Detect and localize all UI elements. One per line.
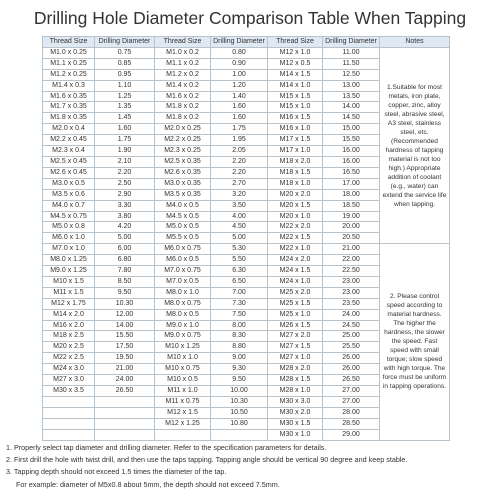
thread-size-cell: M1.8 x 0.35	[43, 113, 95, 124]
drilling-diameter-cell: 10.80	[211, 418, 268, 429]
thread-size-cell: M18 x 2.5	[43, 331, 95, 342]
thread-size-cell: M5.5 x 0.5	[155, 233, 211, 244]
drilling-diameter-cell: 16.00	[323, 156, 380, 167]
thread-size-cell: M20 x 2.5	[43, 342, 95, 353]
drilling-diameter-cell: 26.50	[95, 386, 155, 397]
drilling-diameter-cell: 14.00	[95, 320, 155, 331]
drilling-diameter-cell: 23.00	[323, 287, 380, 298]
drilling-diameter-cell: 18.00	[323, 189, 380, 200]
thread-size-cell: M2.0 x 0.25	[155, 124, 211, 135]
footnotes	[6, 442, 496, 491]
comparison-table	[42, 36, 450, 441]
drilling-diameter-cell: 10.50	[211, 407, 268, 418]
drilling-diameter-cell: 22.50	[323, 266, 380, 277]
drilling-diameter-cell: 8.00	[211, 320, 268, 331]
thread-size-cell: M28 x 1.5	[268, 375, 323, 386]
thread-size-cell: M10 x 0.75	[155, 364, 211, 375]
thread-size-cell: M1.8 x 0.2	[155, 102, 211, 113]
thread-size-cell: M8.0 x 0.5	[155, 309, 211, 320]
drilling-diameter-cell: 6.30	[211, 266, 268, 277]
drilling-diameter-cell: 1.45	[95, 113, 155, 124]
thread-size-cell: M17 x 1.5	[268, 135, 323, 146]
thread-size-cell: M17 x 1.0	[268, 146, 323, 157]
drilling-diameter-cell: 25.00	[323, 331, 380, 342]
drilling-diameter-cell: 1.35	[95, 102, 155, 113]
thread-size-cell: M16 x 2.0	[43, 320, 95, 331]
drilling-diameter-cell: 15.50	[95, 331, 155, 342]
thread-size-cell: M4.0 x 0.5	[155, 200, 211, 211]
thread-size-cell: M9.0 x 1.0	[155, 320, 211, 331]
thread-size-cell: M4.5 x 0.75	[43, 211, 95, 222]
table-header-row	[43, 37, 450, 48]
drilling-diameter-cell: 19.50	[95, 353, 155, 364]
thread-size-cell: M1.8 x 0.2	[155, 113, 211, 124]
drilling-diameter-cell: 4.20	[95, 222, 155, 233]
drilling-diameter-cell: 28.00	[323, 407, 380, 418]
drilling-diameter-cell	[95, 407, 155, 418]
thread-size-cell: M30 x 3.0	[268, 396, 323, 407]
drilling-diameter-cell: 9.00	[211, 353, 268, 364]
drilling-diameter-cell: 1.90	[95, 146, 155, 157]
thread-size-cell: M3.0 x 0.5	[43, 178, 95, 189]
thread-size-cell: M8.0 x 1.25	[43, 255, 95, 266]
drilling-diameter-cell: 6.50	[211, 276, 268, 287]
drilling-diameter-cell: 2.50	[95, 178, 155, 189]
thread-size-cell: M27 x 1.0	[268, 353, 323, 364]
thread-size-cell: M15 x 1.0	[268, 102, 323, 113]
drilling-diameter-cell: 24.00	[323, 309, 380, 320]
drilling-diameter-cell: 15.00	[323, 124, 380, 135]
thread-size-cell: M7.0 x 1.0	[43, 244, 95, 255]
header-thread-size-2: Thread Size	[155, 37, 211, 48]
table-row	[43, 244, 450, 255]
thread-size-cell: M7.0 x 0.75	[155, 266, 211, 277]
drilling-diameter-cell: 1.25	[95, 91, 155, 102]
thread-size-cell: M10 x 1.25	[155, 342, 211, 353]
drilling-diameter-cell: 5.30	[211, 244, 268, 255]
thread-size-cell: M12 x 1.5	[155, 407, 211, 418]
thread-size-cell: M3.5 x 0.35	[155, 189, 211, 200]
thread-size-cell: M2.0 x 0.4	[43, 124, 95, 135]
thread-size-cell: M5.0 x 0.8	[43, 222, 95, 233]
thread-size-cell	[43, 407, 95, 418]
drilling-diameter-cell: 29.00	[323, 429, 380, 440]
header-thread-size-1: Thread Size	[43, 37, 95, 48]
drilling-diameter-cell: 11.50	[323, 58, 380, 69]
thread-size-cell: M28 x 2.0	[268, 364, 323, 375]
drilling-diameter-cell: 4.50	[211, 222, 268, 233]
thread-size-cell: M1.6 x 0.2	[155, 91, 211, 102]
thread-size-cell: M22 x 1.5	[268, 233, 323, 244]
drilling-diameter-cell: 22.00	[323, 255, 380, 266]
thread-size-cell: M11 x 1.5	[43, 287, 95, 298]
header-drilling-diameter-2: Drilling Diameter	[211, 37, 268, 48]
drilling-diameter-cell: 7.00	[211, 287, 268, 298]
drilling-diameter-cell: 6.80	[95, 255, 155, 266]
drilling-diameter-cell: 2.20	[211, 167, 268, 178]
drilling-diameter-cell: 12.00	[95, 309, 155, 320]
thread-size-cell: M4.0 x 0.7	[43, 200, 95, 211]
thread-size-cell: M11 x 0.75	[155, 396, 211, 407]
header-thread-size-3: Thread Size	[268, 37, 323, 48]
drilling-diameter-cell: 1.60	[95, 124, 155, 135]
drilling-diameter-cell: 21.00	[323, 244, 380, 255]
thread-size-cell: M2.5 x 0.45	[43, 156, 95, 167]
thread-size-cell: M7.0 x 0.5	[155, 276, 211, 287]
drilling-diameter-cell: 1.95	[211, 135, 268, 146]
drilling-diameter-cell: 16.00	[323, 146, 380, 157]
header-drilling-diameter-1: Drilling Diameter	[95, 37, 155, 48]
thread-size-cell: M26 x 1.5	[268, 320, 323, 331]
drilling-diameter-cell: 1.60	[211, 102, 268, 113]
thread-size-cell: M10 x 1.5	[43, 276, 95, 287]
drilling-diameter-cell: 8.50	[95, 276, 155, 287]
drilling-diameter-cell: 13.00	[323, 80, 380, 91]
thread-size-cell: M24 x 1.0	[268, 276, 323, 287]
thread-size-cell: M20 x 2.0	[268, 189, 323, 200]
drilling-diameter-cell	[95, 429, 155, 440]
thread-size-cell: M25 x 1.5	[268, 298, 323, 309]
thread-size-cell: M1.6 x 0.35	[43, 91, 95, 102]
notes-cell-1: 1.Suitable for most metals, iron plate, copper, zinc, alloy steel, abrasive steel, A3 steel, stainless steel, etc.(Recommended hardness of tapping material is not too high.) Appropriate addition of coolant (e.g., water) can extend the service life when tapping.	[380, 47, 450, 243]
thread-size-cell: M12 x 1.75	[43, 298, 95, 309]
drilling-diameter-cell: 18.50	[323, 200, 380, 211]
thread-size-cell: M2.5 x 0.35	[155, 156, 211, 167]
drilling-diameter-cell	[211, 429, 268, 440]
drilling-diameter-cell: 2.70	[211, 178, 268, 189]
drilling-diameter-cell: 1.20	[211, 80, 268, 91]
thread-size-cell: M6.0 x 1.0	[43, 233, 95, 244]
thread-size-cell: M12 x 0.5	[268, 58, 323, 69]
drilling-diameter-cell: 23.00	[323, 276, 380, 287]
drilling-diameter-cell: 23.50	[323, 298, 380, 309]
thread-size-cell: M14 x 1.5	[268, 69, 323, 80]
drilling-diameter-cell: 26.00	[323, 364, 380, 375]
thread-size-cell: M3.5 x 0.6	[43, 189, 95, 200]
thread-size-cell: M22 x 1.0	[268, 244, 323, 255]
thread-size-cell: M16 x 1.0	[268, 124, 323, 135]
thread-size-cell: M12 x 1.25	[155, 418, 211, 429]
thread-size-cell: M1.7 x 0.35	[43, 102, 95, 113]
thread-size-cell: M12 x 1.0	[268, 47, 323, 58]
drilling-diameter-cell: 2.10	[95, 156, 155, 167]
drilling-diameter-cell: 9.30	[211, 364, 268, 375]
thread-size-cell: M18 x 1.0	[268, 178, 323, 189]
drilling-diameter-cell: 2.90	[95, 189, 155, 200]
thread-size-cell: M20 x 1.0	[268, 211, 323, 222]
thread-size-cell: M15 x 1.5	[268, 91, 323, 102]
drilling-diameter-cell: 15.50	[323, 135, 380, 146]
drilling-diameter-cell: 17.50	[95, 342, 155, 353]
drilling-diameter-cell: 12.50	[323, 69, 380, 80]
drilling-diameter-cell: 24.50	[323, 320, 380, 331]
drilling-diameter-cell: 7.50	[211, 309, 268, 320]
thread-size-cell: M8.0 x 1.0	[155, 287, 211, 298]
thread-size-cell: M14 x 1.0	[268, 80, 323, 91]
thread-size-cell: M27 x 3.0	[43, 375, 95, 386]
drilling-diameter-cell: 27.00	[323, 396, 380, 407]
thread-size-cell: M2.2 x 0.25	[155, 135, 211, 146]
drilling-diameter-cell: 7.80	[95, 266, 155, 277]
thread-size-cell: M4.5 x 0.5	[155, 211, 211, 222]
thread-size-cell: M16 x 1.5	[268, 113, 323, 124]
thread-size-cell: M1.0 x 0.25	[43, 47, 95, 58]
page-title: Drilling Hole Diameter Comparison Table When Tapping	[33, 8, 467, 28]
thread-size-cell: M9.0 x 1.25	[43, 266, 95, 277]
thread-size-cell: M9.0 x 0.75	[155, 331, 211, 342]
thread-size-cell: M2.3 x 0.4	[43, 146, 95, 157]
drilling-diameter-cell: 16.50	[323, 167, 380, 178]
thread-size-cell: M1.2 x 0.2	[155, 69, 211, 80]
thread-size-cell: M1.1 x 0.2	[155, 58, 211, 69]
thread-size-cell	[155, 429, 211, 440]
drilling-diameter-cell: 3.50	[211, 200, 268, 211]
drilling-diameter-cell: 0.75	[95, 47, 155, 58]
drilling-diameter-cell: 5.00	[95, 233, 155, 244]
drilling-diameter-cell: 9.50	[211, 375, 268, 386]
thread-size-cell: M6.0 x 0.75	[155, 244, 211, 255]
drilling-diameter-cell: 13.50	[323, 91, 380, 102]
drilling-diameter-cell: 28.50	[323, 418, 380, 429]
thread-size-cell: M27 x 2.0	[268, 331, 323, 342]
thread-size-cell: M18 x 1.5	[268, 167, 323, 178]
drilling-diameter-cell: 27.00	[323, 386, 380, 397]
drilling-diameter-cell: 6.00	[95, 244, 155, 255]
thread-size-cell: M6.0 x 0.5	[155, 255, 211, 266]
drilling-diameter-cell: 25.50	[323, 342, 380, 353]
drilling-diameter-cell: 19.00	[323, 211, 380, 222]
thread-size-cell: M10 x 1.0	[155, 353, 211, 364]
drilling-diameter-cell: 11.00	[323, 47, 380, 58]
drilling-diameter-cell: 26.50	[323, 375, 380, 386]
thread-size-cell: M2.6 x 0.35	[155, 167, 211, 178]
header-drilling-diameter-3: Drilling Diameter	[323, 37, 380, 48]
drilling-diameter-cell: 3.30	[95, 200, 155, 211]
thread-size-cell: M24 x 2.0	[268, 255, 323, 266]
drilling-diameter-cell: 24.00	[95, 375, 155, 386]
drilling-diameter-cell: 1.75	[95, 135, 155, 146]
drilling-diameter-cell: 9.50	[95, 287, 155, 298]
thread-size-cell	[43, 396, 95, 407]
thread-size-cell	[43, 418, 95, 429]
drilling-diameter-cell: 2.20	[95, 167, 155, 178]
thread-size-cell: M25 x 2.0	[268, 287, 323, 298]
drilling-diameter-cell	[95, 396, 155, 407]
drilling-diameter-cell: 1.40	[211, 91, 268, 102]
thread-size-cell: M1.4 x 0.2	[155, 80, 211, 91]
drilling-diameter-cell: 8.30	[211, 331, 268, 342]
thread-size-cell: M24 x 1.5	[268, 266, 323, 277]
thread-size-cell: M22 x 2.0	[268, 222, 323, 233]
thread-size-cell: M20 x 1.5	[268, 200, 323, 211]
thread-size-cell: M30 x 1.5	[268, 418, 323, 429]
drilling-diameter-cell: 7.30	[211, 298, 268, 309]
thread-size-cell: M1.1 x 0.25	[43, 58, 95, 69]
drilling-diameter-cell: 1.60	[211, 113, 268, 124]
thread-size-cell: M30 x 2.0	[268, 407, 323, 418]
thread-size-cell: M5.0 x 0.5	[155, 222, 211, 233]
drilling-diameter-cell: 5.50	[211, 255, 268, 266]
drilling-diameter-cell: 2.05	[211, 146, 268, 157]
thread-size-cell: M11 x 1.0	[155, 386, 211, 397]
drilling-diameter-cell: 3.20	[211, 189, 268, 200]
drilling-diameter-cell: 0.90	[211, 58, 268, 69]
drilling-diameter-cell: 0.95	[95, 69, 155, 80]
drilling-diameter-cell: 0.85	[95, 58, 155, 69]
thread-size-cell: M18 x 2.0	[268, 156, 323, 167]
drilling-diameter-cell: 2.20	[211, 156, 268, 167]
thread-size-cell: M8.0 x 0.75	[155, 298, 211, 309]
drilling-diameter-cell: 10.00	[211, 386, 268, 397]
thread-size-cell: M2.3 x 0.25	[155, 146, 211, 157]
table-row	[43, 47, 450, 58]
drilling-diameter-cell: 5.00	[211, 233, 268, 244]
thread-size-cell: M1.0 x 0.2	[155, 47, 211, 58]
drilling-diameter-cell: 3.80	[95, 211, 155, 222]
thread-size-cell: M10 x 0.5	[155, 375, 211, 386]
thread-size-cell: M2.2 x 0.45	[43, 135, 95, 146]
footnote-3: 3. Tapping depth should not exceed 1.5 times the diameter of the tap.	[6, 467, 227, 477]
header-notes: Notes	[380, 37, 450, 48]
thread-size-cell: M14 x 2.0	[43, 309, 95, 320]
drilling-diameter-cell: 4.00	[211, 211, 268, 222]
drilling-diameter-cell: 14.50	[323, 113, 380, 124]
drilling-diameter-cell: 1.75	[211, 124, 268, 135]
thread-size-cell: M28 x 1.0	[268, 386, 323, 397]
drilling-diameter-cell: 20.50	[323, 233, 380, 244]
drilling-diameter-cell: 20.00	[323, 222, 380, 233]
drilling-diameter-cell: 14.00	[323, 102, 380, 113]
thread-size-cell: M27 x 1.5	[268, 342, 323, 353]
drilling-diameter-cell: 21.00	[95, 364, 155, 375]
drilling-diameter-cell: 1.00	[211, 69, 268, 80]
thread-size-cell: M3.0 x 0.35	[155, 178, 211, 189]
drilling-diameter-cell: 26.00	[323, 353, 380, 364]
table-body	[43, 47, 450, 440]
drilling-diameter-cell: 1.10	[95, 80, 155, 91]
drilling-diameter-cell	[95, 418, 155, 429]
thread-size-cell: M30 x 1.0	[268, 429, 323, 440]
footnote-1: 1. Properly select tap diameter and drilling diameter. Refer to the specification parameters for details.	[6, 443, 327, 452]
thread-size-cell: M2.6 x 0.45	[43, 167, 95, 178]
drilling-diameter-cell: 10.30	[95, 298, 155, 309]
drilling-diameter-cell: 0.80	[211, 47, 268, 58]
footnote-2: 2. First drill the hole with twist drill, and then use the taps tapping. Tapping angle should be vertical 90 degree and keep stable.	[6, 455, 408, 465]
thread-size-cell: M30 x 3.5	[43, 386, 95, 397]
thread-size-cell	[43, 429, 95, 440]
thread-size-cell: M22 x 2.5	[43, 353, 95, 364]
drilling-diameter-cell: 10.30	[211, 396, 268, 407]
drilling-diameter-cell: 8.80	[211, 342, 268, 353]
thread-size-cell: M25 x 1.0	[268, 309, 323, 320]
notes-cell-2: 2. Please control speed according to material hardness. The higher the hardness, the slower the speed. Fast speed with small torque; slow speed with high torque. The force must be uniform in tapping operations.	[380, 244, 450, 440]
footnote-3-example: For example: diameter of M5x0.8 about 5mm, the depth should not exceed 7.5mm.	[16, 479, 280, 489]
thread-size-cell: M1.2 x 0.25	[43, 69, 95, 80]
thread-size-cell: M24 x 3.0	[43, 364, 95, 375]
drilling-diameter-cell: 17.00	[323, 178, 380, 189]
thread-size-cell: M1.4 x 0.3	[43, 80, 95, 91]
